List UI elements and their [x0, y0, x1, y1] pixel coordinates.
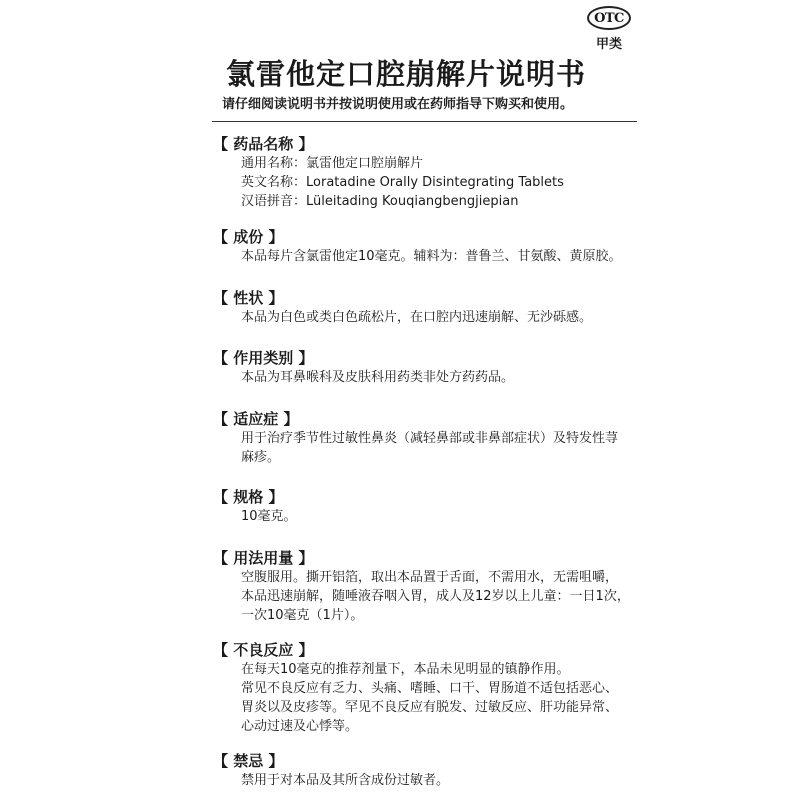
dosage-line: 空腹服用。撕开铝箔，取出本品置于舌面，不需用水，无需咀嚼， — [241, 570, 619, 585]
section-heading: 【 适应症 】 — [213, 410, 299, 428]
section-drug-name — [213, 134, 564, 211]
generic-name-line: 通用名称：氯雷他定口腔崩解片 — [241, 156, 424, 171]
section-body — [213, 660, 641, 736]
section-body — [213, 247, 622, 266]
indications-line: 麻疹。 — [241, 450, 281, 465]
dosage-line: 一次10毫克（1片）。 — [241, 608, 364, 623]
header-divider — [212, 121, 637, 122]
otc-badge — [587, 6, 637, 52]
section-body — [213, 771, 449, 790]
otc-logo: OTC — [587, 6, 631, 30]
section-heading: 【 性状 】 — [213, 289, 284, 307]
section-heading: 【 成份 】 — [213, 228, 284, 246]
section-heading: 【 作用类别 】 — [213, 349, 314, 367]
adverse-line: 在每天10毫克的推荐剂量下，本品未见明显的镇静作用。 — [241, 662, 570, 677]
section-heading: 【 规格 】 — [213, 488, 284, 506]
section-heading: 【 禁忌 】 — [213, 752, 284, 770]
specification-text: 10毫克。 — [241, 509, 297, 524]
section-dosage — [213, 548, 641, 625]
section-body — [213, 568, 641, 625]
section-contraindications — [213, 751, 449, 790]
section-appearance — [213, 288, 592, 327]
adverse-line: 胃炎以及皮疹等。罕见不良反应有脱发、过敏反应、肝功能异常、 — [241, 700, 619, 715]
adverse-line: 心动过速及心悸等。 — [241, 719, 359, 734]
usage-notice: 请仔细阅读说明书并按说明使用或在药师指导下购买和使用。 — [222, 97, 574, 112]
section-category — [213, 348, 514, 387]
section-body — [213, 429, 641, 467]
appearance-text: 本品为白色或类白色疏松片，在口腔内迅速崩解、无沙砾感。 — [241, 310, 593, 325]
section-ingredients — [213, 227, 622, 266]
section-body — [213, 308, 592, 327]
category-text: 本品为耳鼻喉科及皮肤科用药类非处方药药品。 — [241, 370, 515, 385]
indications-line: 用于治疗季节性过敏性鼻炎（减轻鼻部或非鼻部症状）及特发性荨 — [241, 431, 619, 446]
pinyin-name-line: 汉语拼音：Lüleitading Kouqiangbengjiepian — [241, 194, 519, 209]
document-title: 氯雷他定口腔崩解片说明书 — [226, 57, 587, 91]
english-name-line: 英文名称：Loratadine Orally Disintegrating Tablets — [241, 175, 564, 190]
section-heading: 【 不良反应 】 — [213, 641, 314, 659]
section-adverse-reactions — [213, 640, 641, 736]
section-body — [213, 154, 564, 211]
adverse-line: 常见不良反应有乏力、头痛、嗜睡、口干、胃肠道不适包括恶心、 — [241, 681, 619, 696]
section-indications — [213, 409, 641, 467]
contraindications-text: 禁用于对本品及其所含成份过敏者。 — [241, 773, 450, 788]
dosage-line: 本品迅速崩解，随唾液吞咽入胃，成人及12岁以上儿童：一日1次， — [241, 589, 630, 604]
section-heading: 【 药品名称 】 — [213, 135, 314, 153]
otc-class-label: 甲类 — [596, 37, 623, 52]
section-body — [213, 507, 297, 526]
ingredients-text: 本品每片含氯雷他定10毫克。辅料为：普鲁兰、甘氨酸、黄原胶。 — [241, 249, 622, 264]
section-heading: 【 用法用量 】 — [213, 549, 314, 567]
section-body — [213, 368, 514, 387]
section-specification — [213, 487, 297, 526]
